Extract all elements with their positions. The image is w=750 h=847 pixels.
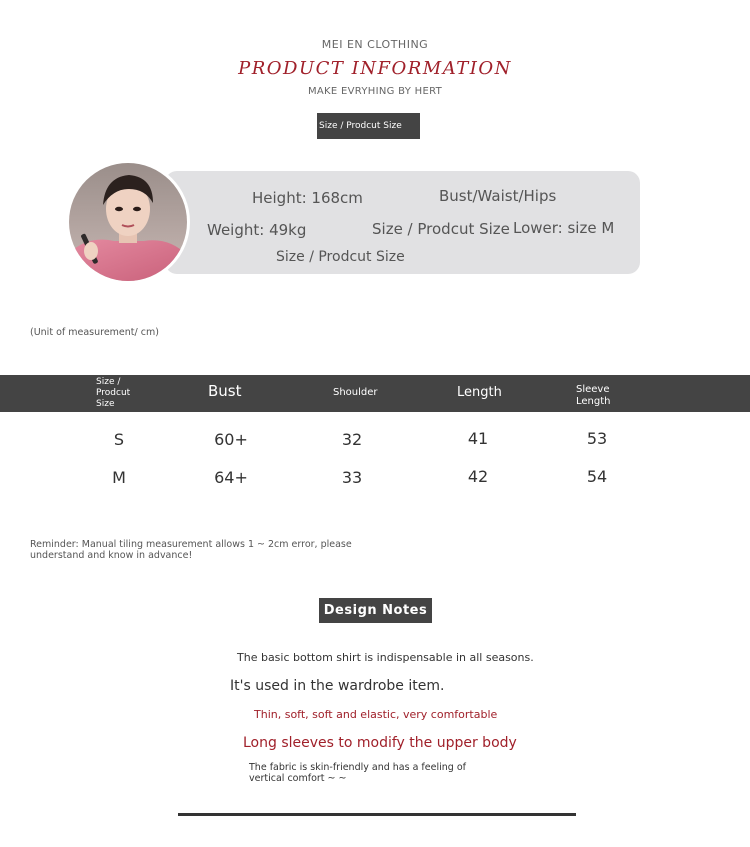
table-cell: M <box>112 468 126 487</box>
bottom-divider <box>178 813 576 816</box>
size-tag: Size / Prodcut Size <box>317 113 420 139</box>
table-cell: 32 <box>341 430 363 449</box>
unit-note: (Unit of measurement/ cm) <box>30 327 159 338</box>
model-size-label: Size / Prodcut Size <box>372 220 510 238</box>
table-cell: 41 <box>467 429 489 448</box>
table-cell: 54 <box>586 467 608 486</box>
design-note-line: The basic bottom shirt is indispensable in all seasons. <box>237 651 534 664</box>
design-note-line: Thin, soft, soft and elastic, very comfortable <box>254 708 498 721</box>
model-size-label-2: Size / Prodcut Size <box>276 249 405 265</box>
model-photo <box>69 163 187 281</box>
table-header-length: Length <box>457 385 502 400</box>
tagline: MAKE EVRYHING BY HERT <box>307 86 443 97</box>
design-note-line: Long sleeves to modify the upper body <box>243 735 517 751</box>
table-header-shoulder: Shoulder <box>333 387 378 398</box>
design-note-line: The fabric is skin-friendly and has a feeling of vertical comfort ~ ~ <box>249 762 466 784</box>
bust-waist-hips-label: Bust/Waist/Hips <box>439 187 557 205</box>
table-header-bust: Bust <box>208 382 242 400</box>
table-header-sleeve-length: Sleeve Length <box>576 384 611 407</box>
table-header-size: Size / Prodcut Size <box>96 377 131 409</box>
table-cell: 42 <box>467 467 489 486</box>
model-lower-size: Lower: size M <box>513 219 615 237</box>
model-avatar <box>69 163 187 281</box>
table-cell: 60+ <box>214 430 248 449</box>
page-title: PRODUCT INFORMATION <box>238 58 512 79</box>
model-height: Height: 168cm <box>252 189 363 207</box>
design-notes-title: Design Notes <box>319 598 432 623</box>
table-cell: 53 <box>586 429 608 448</box>
table-cell: 64+ <box>214 468 248 487</box>
brand-name: MEI EN CLOTHING <box>321 38 429 51</box>
measurement-reminder: Reminder: Manual tiling measurement allows 1 ~ 2cm error, please understand and know in advance! <box>30 539 352 561</box>
table-cell: S <box>113 430 125 449</box>
design-note-line: It's used in the wardrobe item. <box>230 678 445 694</box>
table-cell: 33 <box>341 468 363 487</box>
model-weight: Weight: 49kg <box>207 221 307 239</box>
